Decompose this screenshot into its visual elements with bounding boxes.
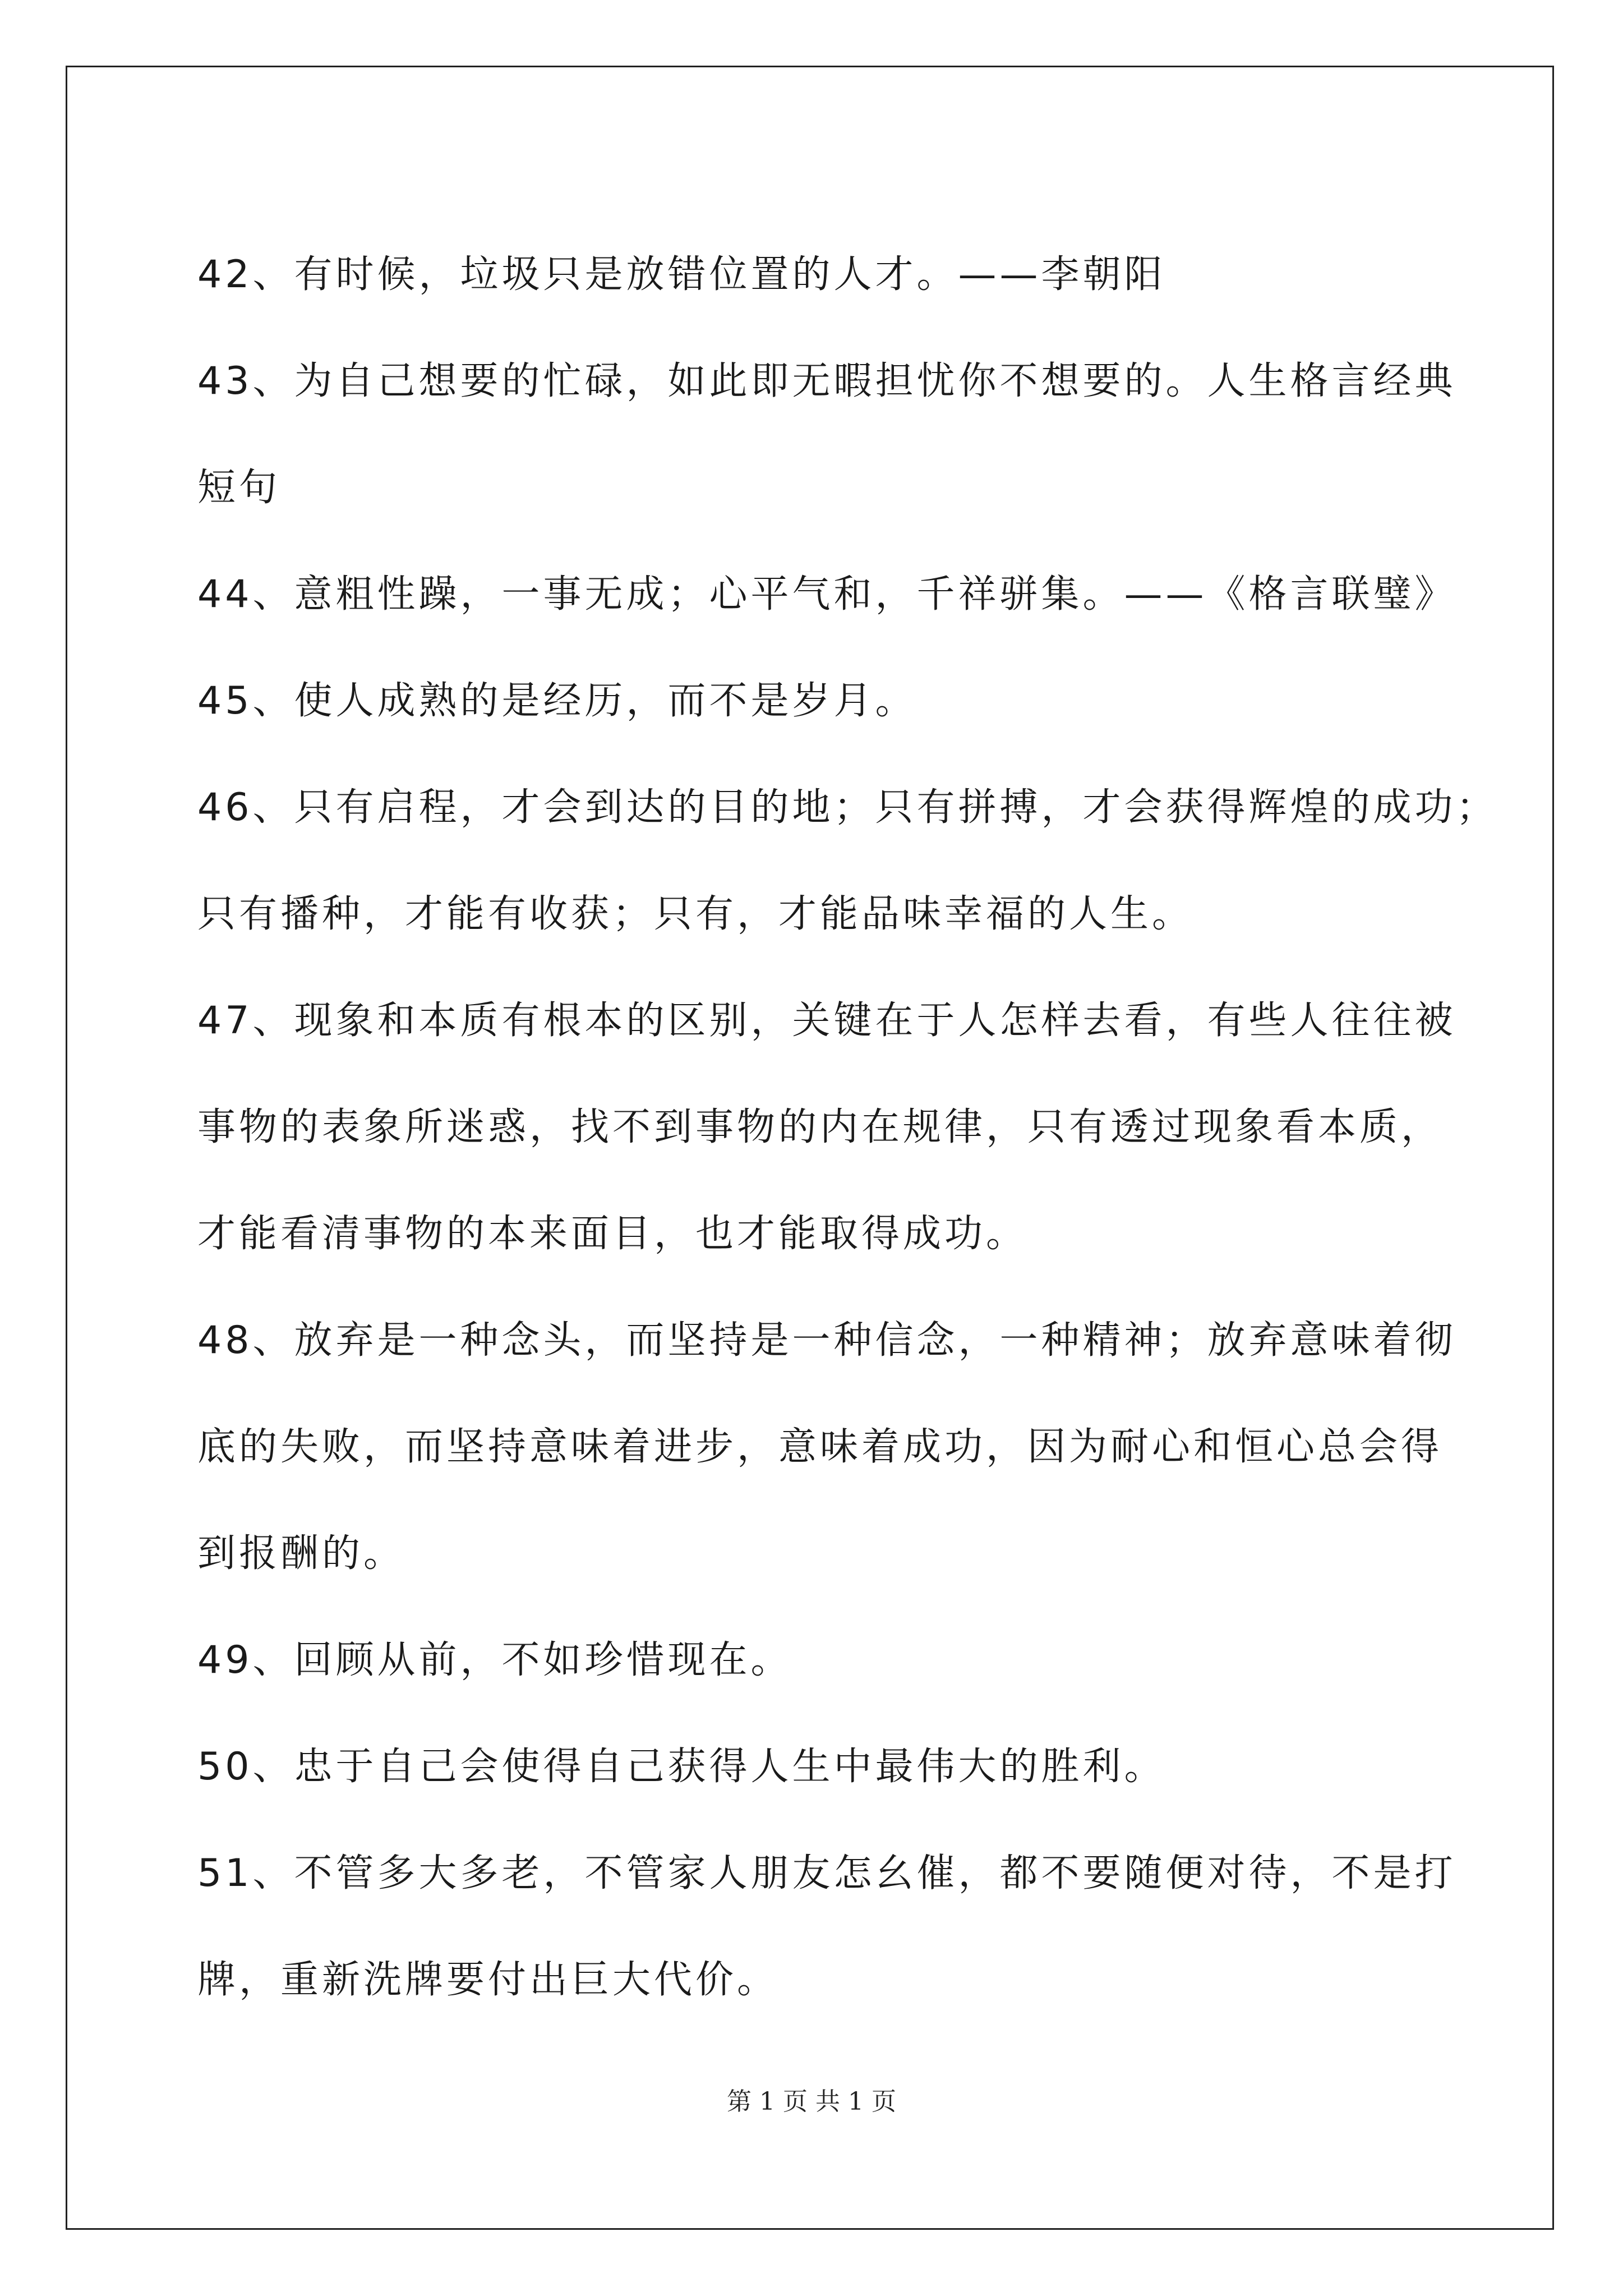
text-line: 43、为自己想要的忙碌，如此即无暇担忧你不想要的。人生格言经典 bbox=[197, 359, 1456, 403]
text-line: 51、不管多大多老，不管家人朋友怎幺催，都不要随便对待，不是打 bbox=[197, 1851, 1456, 1895]
text-line: 49、回顾从前，不如珍惜现在。 bbox=[197, 1638, 792, 1682]
text-line: 44、意粗性躁，一事无成；心平气和，千祥骈集。——《格言联璧》 bbox=[197, 572, 1456, 616]
text-line: 短句 bbox=[197, 466, 281, 510]
text-line: 底的失败，而坚持意味着进步，意味着成功，因为耐心和恒心总会得 bbox=[197, 1425, 1443, 1469]
text-line: 45、使人成熟的是经历，而不是岁月。 bbox=[197, 679, 917, 723]
text-line: 42、有时候，垃圾只是放错位置的人才。——李朝阳 bbox=[197, 252, 1166, 297]
text-line: 47、现象和本质有根本的区别，关键在于人怎样去看，有些人往往被 bbox=[197, 999, 1456, 1043]
text-line: 48、放弃是一种念头，而坚持是一种信念，一种精神；放弃意味着彻 bbox=[197, 1318, 1456, 1363]
text-line: 到报酬的。 bbox=[197, 1531, 405, 1576]
text-line: 50、忠于自己会使得自己获得人生中最伟大的胜利。 bbox=[197, 1745, 1166, 1789]
document-body bbox=[197, 222, 1498, 2033]
text-line: 牌，重新洗牌要付出巨大代价。 bbox=[197, 1958, 779, 2002]
text-line: 才能看清事物的本来面目，也才能取得成功。 bbox=[197, 1212, 1028, 1256]
page-number-footer: 第 1 页 共 1 页 bbox=[727, 2087, 896, 2116]
text-line: 只有播种，才能有收获；只有，才能品味幸福的人生。 bbox=[197, 892, 1194, 936]
text-line: 事物的表象所迷惑，找不到事物的内在规律，只有透过现象看本质， bbox=[197, 1105, 1443, 1149]
text-line: 46、只有启程，才会到达的目的地；只有拼搏，才会获得辉煌的成功； bbox=[197, 785, 1498, 830]
